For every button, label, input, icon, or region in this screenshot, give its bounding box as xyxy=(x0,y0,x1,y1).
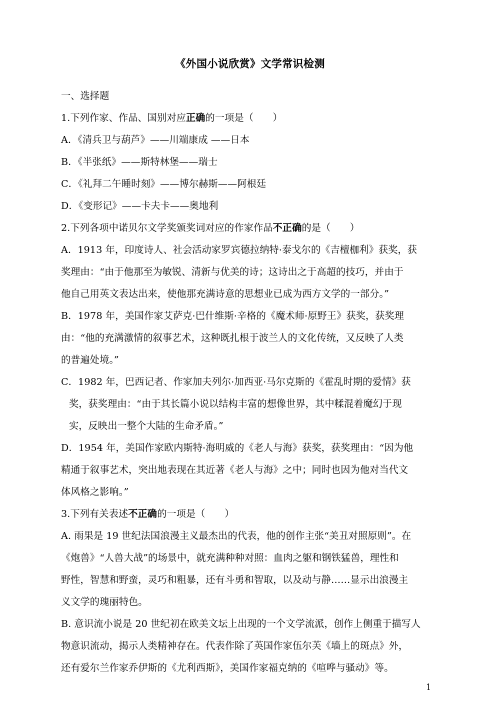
question-3-option-a-line: 野性，智慧和野蛮，灵巧和粗暴，还有斗勇和智取，以及动与静……显示出浪漫主 xyxy=(61,575,409,586)
question-3-stem-end: 的一项是（ ） xyxy=(157,509,235,520)
page-title: 《外国小说欣赏》文学常识检测 xyxy=(175,58,325,70)
question-2-stem xyxy=(61,218,446,240)
question-1-option-a: A．《清兵卫与葫芦》——川端康成 ——日本 xyxy=(61,135,250,146)
question-1-stem-text: 1.下列作家、作品、国别对应 xyxy=(61,113,186,124)
question-3-stem-text: 3.下列有关表述 xyxy=(61,509,129,520)
question-3-option-a-line: 义文学的瑰丽特色。 xyxy=(61,597,148,608)
question-2-option-a-line: A．1913 年，印度诗人、社会活动家罗宾德拉纳特·泰戈尔的《吉檀枷利》获奖，获 xyxy=(61,245,418,256)
question-3-emphasis: 不正确 xyxy=(128,509,158,520)
question-2-option-c-line: 实，反映出一整个大陆的生命矛盾。” xyxy=(69,421,224,432)
question-1-option-b: B．《半张纸》——斯特林堡——瑞士 xyxy=(61,157,218,168)
question-1-stem-end: 的一项是（ ） xyxy=(205,113,283,124)
question-2-option-d-line: 体风格之影响。” xyxy=(61,487,129,498)
question-3-option-b-line: B. 意识流小说是 20 世纪初在欧美文坛上出现的一个文学流派，创作上侧重于描写人 xyxy=(61,619,421,630)
document-body xyxy=(61,86,446,680)
question-1-option-d: D．《变形记》——卡夫卡——奥地利 xyxy=(61,201,219,212)
question-2-emphasis: 不正确 xyxy=(272,223,302,234)
question-2-option-b-line: 的普遍处境。” xyxy=(61,355,120,366)
question-2-stem-text: 2.下列各项中诺贝尔文学奖颁奖词对应的作家作品 xyxy=(61,223,273,234)
question-2-stem-end: 的是（ ） xyxy=(301,223,360,234)
question-2-option-c-line: 奖，获奖理由：“由于其长篇小说以结构丰富的想像世界，其中糅混着魔幻于现 xyxy=(69,399,402,410)
question-2-option-b-line: B．1978 年，美国作家艾萨克·巴什维斯·辛格的《魔术师·原野王》获奖，获奖理 xyxy=(61,311,405,322)
section-heading: 一、选择题 xyxy=(61,91,110,102)
question-3-option-a-line: 《炮兽》“人兽大战”的场景中，就充满种种对照：血肉之躯和钢铁猛兽，理性和 xyxy=(61,553,399,564)
question-3-option-a-line: A. 雨果是 19 世纪法国浪漫主义最杰出的代表，他的创作主张“美丑对照原则”。在 xyxy=(61,531,412,542)
page-number: 1 xyxy=(426,683,432,692)
question-3-stem xyxy=(61,504,446,526)
question-3-option-b-line: 还有爱尔兰作家乔伊斯的《尤利西斯》，美国作家福克纳的《喧哗与骚动》等。 xyxy=(61,663,394,674)
question-2-option-b-line: 由：“他的充满激情的叙事艺术，这种既扎根于波兰人的文化传统，又反映了人类 xyxy=(61,333,404,344)
question-3-option-b-line: 物意识流动，揭示人类精神存在。代表作除了英国作家伍尔芙《墙上的斑点》外， xyxy=(61,641,409,652)
question-1-option-c: C．《礼拜二午睡时刻》——博尔赫斯——阿根廷 xyxy=(61,179,267,190)
question-1-emphasis: 正确 xyxy=(185,113,206,124)
question-2-option-d-line: D．1954 年，美国作家欧内斯特·海明威的《老人与海》获奖，获奖理由：“因为他 xyxy=(61,443,414,454)
question-2-option-d-line: 精通于叙事艺术，突出地表现在其近著《老人与海》之中；同时也因为他对当代文 xyxy=(61,465,409,476)
question-2-option-a-line: 他自己用英文表达出来，使他那充满诗意的思想业已成为西方文学的一部分。” xyxy=(61,289,390,300)
question-2-option-c-line: C．1982 年，巴西记者、作家加夫列尔·加西亚·马尔克斯的《霍乱时期的爱情》获 xyxy=(61,377,411,388)
question-1-stem xyxy=(61,108,446,130)
question-2-option-a-line: 奖理由：“由于他那至为敏锐、清新与优美的诗；这诗出之于高超的技巧，并由于 xyxy=(61,267,404,278)
